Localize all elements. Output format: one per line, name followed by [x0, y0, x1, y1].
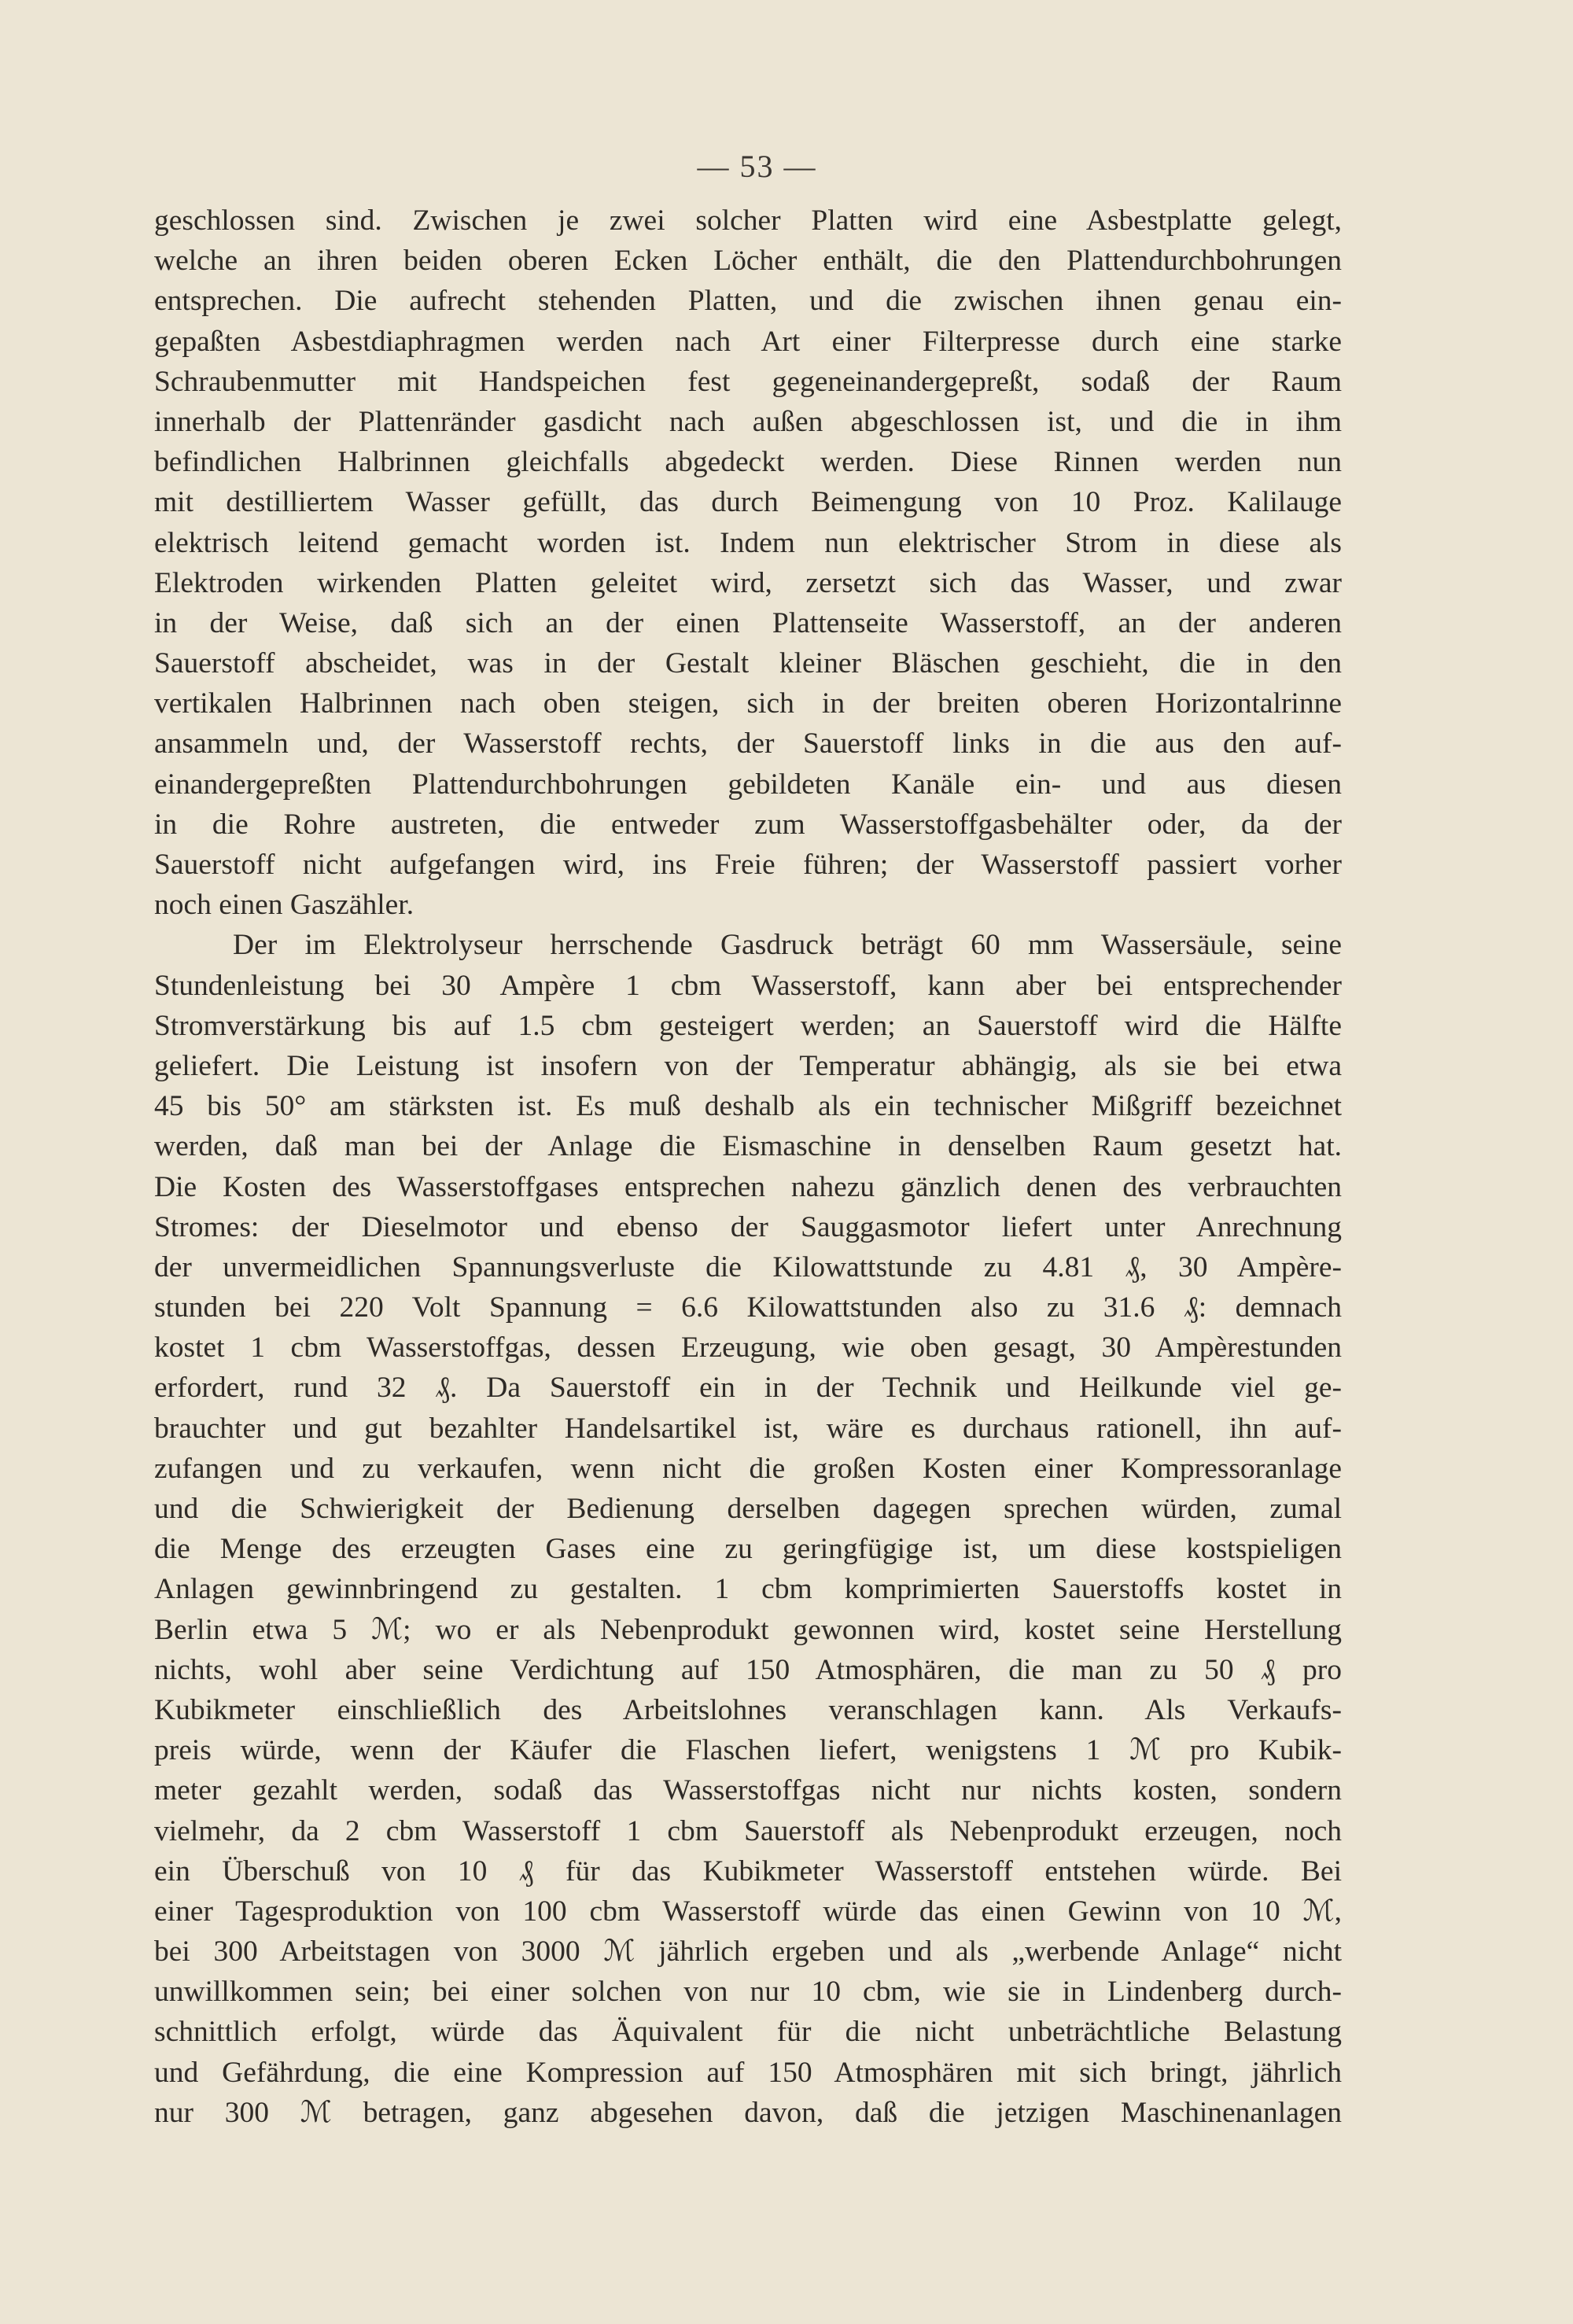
text-line: Anlagen gewinnbringend zu gestalten. 1 cbm komprimierten Sauerstoffs kostet in	[154, 1573, 1342, 1606]
text-line: vielmehr, da 2 cbm Wasserstoff 1 cbm Sauerstoff als Nebenprodukt erzeugen, noch	[154, 1814, 1342, 1847]
text-line: erfordert, rund 32 ₰. Da Sauerstoff ein in der Technik und Heilkunde viel ge-	[154, 1372, 1342, 1405]
text-line: gepaßten Asbestdiaphragmen werden nach Art einer Filterpresse durch eine starke	[154, 325, 1342, 358]
text-line: ein Überschuß von 10 ₰ für das Kubikmeter Wasserstoff entstehen würde. Bei	[154, 1854, 1342, 1888]
text-line: nichts, wohl aber seine Verdichtung auf 150 Atmosphären, die man zu 50 ₰ pro	[154, 1653, 1342, 1686]
text-line: bei 300 Arbeitstagen von 3000 ℳ jährlich ergeben und als „werbende Anlage“ nicht	[154, 1935, 1342, 1969]
text-line: in die Rohre austreten, die entweder zum Wasserstoffgasbehälter oder, da der	[154, 808, 1342, 841]
text-line: nur 300 ℳ betragen, ganz abgesehen davon, daß die jetzigen Maschinenanlagen	[154, 2096, 1342, 2129]
body-text	[154, 201, 1342, 2133]
text-line: werden, daß man bei der Anlage die Eismaschine in denselben Raum gesetzt hat.	[154, 1130, 1342, 1163]
text-line: mit destilliertem Wasser gefüllt, das durch Beimengung von 10 Proz. Kalilauge	[154, 486, 1342, 519]
text-line: Stromes: der Dieselmotor und ebenso der Sauggasmotor liefert unter Anrechnung	[154, 1210, 1342, 1243]
text-line: einer Tagesproduktion von 100 cbm Wasserstoff würde das einen Gewinn von 10 ℳ,	[154, 1895, 1342, 1928]
text-line: Sauerstoff abscheidet, was in der Gestalt kleiner Bläschen geschieht, die in den	[154, 647, 1342, 680]
text-line: stunden bei 220 Volt Spannung = 6.6 Kilowattstunden also zu 31.6 ₰: demnach	[154, 1291, 1342, 1324]
text-line: Elektroden wirkenden Platten geleitet wird, zersetzt sich das Wasser, und zwar	[154, 566, 1342, 599]
text-line: innerhalb der Plattenränder gasdicht nach außen abgeschlossen ist, und die in ihm	[154, 405, 1342, 438]
text-line: Die Kosten des Wasserstoffgases entsprechen nahezu gänzlich denen des verbrauchten	[154, 1170, 1342, 1203]
text-line: preis würde, wenn der Käufer die Flaschen liefert, wenigstens 1 ℳ pro Kubik-	[154, 1734, 1342, 1767]
page-number: — 53 —	[697, 149, 817, 184]
text-line: Schraubenmutter mit Handspeichen fest gegeneinandergepreßt, sodaß der Raum	[154, 365, 1342, 398]
text-line: meter gezahlt werden, sodaß das Wasserstoffgas nicht nur nichts kosten, sondern	[154, 1774, 1342, 1807]
text-line: Der im Elektrolyseur herrschende Gasdruck beträgt 60 mm Wassersäule, seine	[233, 929, 1342, 962]
text-line: und die Schwierigkeit der Bedienung derselben dagegen sprechen würden, zumal	[154, 1493, 1342, 1525]
text-line: schnittlich erfolgt, würde das Äquivalent für die nicht unbeträchtliche Belastung	[154, 2016, 1342, 2049]
text-line: und Gefährdung, die eine Kompression auf 150 Atmosphären mit sich bringt, jährlich	[154, 2056, 1342, 2089]
text-line: noch einen Gaszähler.	[154, 889, 414, 922]
text-line: unwillkommen sein; bei einer solchen von nur 10 cbm, wie sie in Lindenberg durch-	[154, 1976, 1342, 2009]
text-line: vertikalen Halbrinnen nach oben steigen, sich in der breiten oberen Horizontalrinne	[154, 687, 1342, 720]
text-line: Stromverstärkung bis auf 1.5 cbm gesteigert werden; an Sauerstoff wird die Hälfte	[154, 1009, 1342, 1042]
text-line: geschlossen sind. Zwischen je zwei solcher Platten wird eine Asbestplatte gelegt,	[154, 204, 1342, 237]
text-line: kostet 1 cbm Wasserstoffgas, dessen Erzeugung, wie oben gesagt, 30 Ampèrestunden	[154, 1331, 1342, 1365]
text-line: Berlin etwa 5 ℳ; wo er als Nebenprodukt gewonnen wird, kostet seine Herstellung	[154, 1613, 1342, 1646]
text-line: entsprechen. Die aufrecht stehenden Platten, und die zwischen ihnen genau ein-	[154, 285, 1342, 318]
text-line: der unvermeidlichen Spannungsverluste die Kilowattstunde zu 4.81 ₰, 30 Ampère-	[154, 1250, 1342, 1284]
text-line: in der Weise, daß sich an der einen Plattenseite Wasserstoff, an der anderen	[154, 606, 1342, 639]
text-line: ansammeln und, der Wasserstoff rechts, der Sauerstoff links in die aus den auf-	[154, 727, 1342, 761]
text-line: zufangen und zu verkaufen, wenn nicht die großen Kosten einer Kompressoranlage	[154, 1452, 1342, 1485]
text-line: Kubikmeter einschließlich des Arbeitslohnes veranschlagen kann. Als Verkaufs-	[154, 1693, 1342, 1726]
text-line: befindlichen Halbrinnen gleichfalls abgedeckt werden. Diese Rinnen werden nun	[154, 446, 1342, 479]
text-line: die Menge des erzeugten Gases eine zu geringfügige ist, um diese kostspieligen	[154, 1533, 1342, 1566]
text-line: Stundenleistung bei 30 Ampère 1 cbm Wasserstoff, kann aber bei entsprechender	[154, 969, 1342, 1002]
text-line: 45 bis 50° am stärksten ist. Es muß deshalb als ein technischer Mißgriff bezeichnet	[154, 1090, 1342, 1123]
text-line: brauchter und gut bezahlter Handelsartikel ist, wäre es durchaus rationell, ihn auf-	[154, 1412, 1342, 1445]
text-line: Sauerstoff nicht aufgefangen wird, ins Freie führen; der Wasserstoff passiert vorher	[154, 849, 1342, 881]
text-line: elektrisch leitend gemacht worden ist. Indem nun elektrischer Strom in diese als	[154, 526, 1342, 559]
text-line: welche an ihren beiden oberen Ecken Löcher enthält, die den Plattendurchbohrungen	[154, 245, 1342, 278]
text-line: einandergepreßten Plattendurchbohrungen gebildeten Kanäle ein- und aus diesen	[154, 768, 1342, 801]
text-line: geliefert. Die Leistung ist insofern von der Temperatur abhängig, als sie bei etwa	[154, 1049, 1342, 1082]
